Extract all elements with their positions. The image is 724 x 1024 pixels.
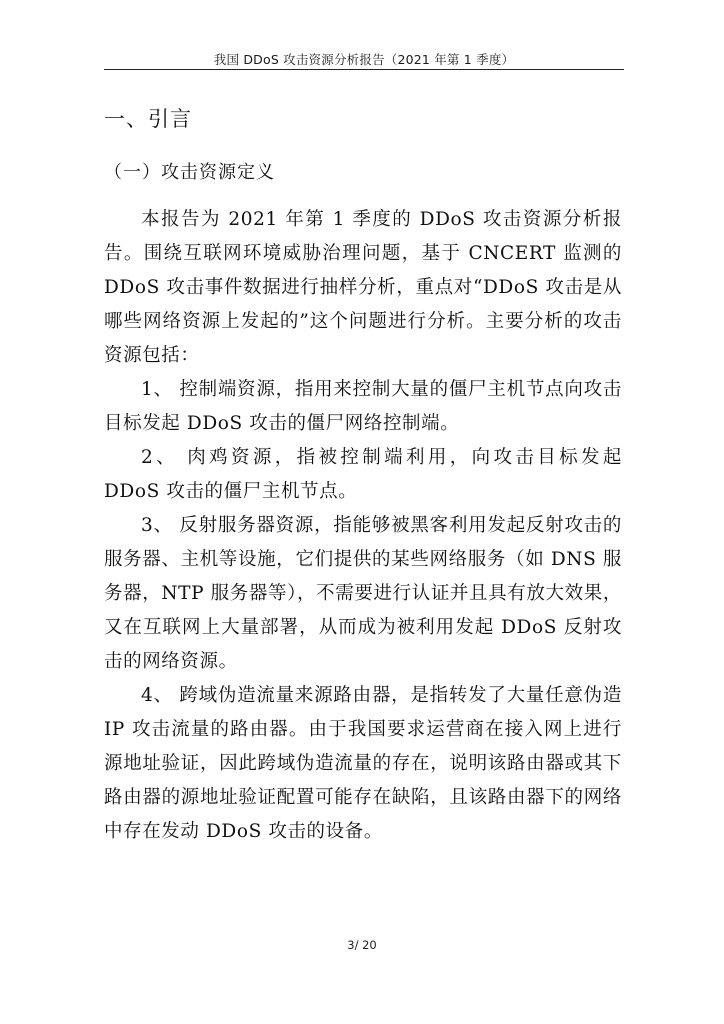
list-item-controller: 1、 控制端资源，指用来控制大量的僵尸主机节点向攻击目标发起 DDoS 攻击的僵尸网络控制端。 <box>104 379 622 434</box>
list-item-reflector: 3、 反射服务器资源，指能够被黑客利用发起反射攻击的服务器、主机等设施，它们提供的某些网络服务（如 DNS 服务器，NTP 服务器等），不需要进行认证并且具有放大效果，又在互联网上大量部署，从而成为被利用发起 DDoS 反射攻击的网络资源。 <box>104 515 622 672</box>
body-text <box>104 203 622 849</box>
page-number: 3/ 20 <box>347 938 377 952</box>
list-item-router: 4、 跨域伪造流量来源路由器，是指转发了大量任意伪造 IP 攻击流量的路由器。由于我国要求运营商在接入网上进行源地址验证，因此跨域伪造流量的存在，说明该路由器或其下路由器的源地址验证配置可能存在缺陷，且该路由器下的网络中存在发动 DDoS 攻击的设备。 <box>104 685 622 842</box>
subsection-heading: （一）攻击资源定义 <box>104 162 275 183</box>
header-rule <box>104 69 624 70</box>
running-header: 我国 DDoS 攻击资源分析报告（2021 年第 1 季度） <box>213 52 515 67</box>
intro-paragraph: 本报告为 2021 年第 1 季度的 DDoS 攻击资源分析报告。围绕互联网环境威胁治理问题，基于 CNCERT 监测的 DDoS 攻击事件数据进行抽样分析，重点对“DDoS 攻击是从哪些网络资源上发起的”这个问题进行分析。主要分析的攻击资源包括： <box>104 209 622 366</box>
list-item-bot: 2、 肉鸡资源，指被控制端利用，向攻击目标发起 DDoS 攻击的僵尸主机节点。 <box>104 447 622 502</box>
section-heading: 一、引言 <box>104 107 192 131</box>
